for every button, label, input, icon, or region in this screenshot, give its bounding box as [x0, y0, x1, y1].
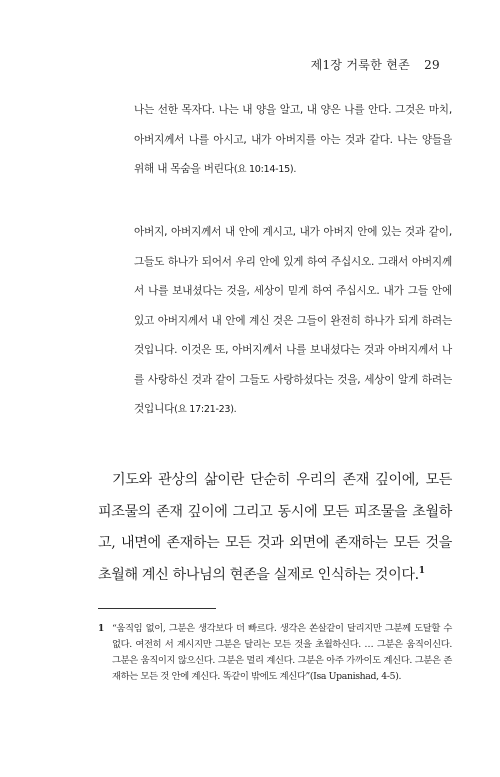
scripture-quote	[134, 96, 452, 185]
running-head	[311, 56, 440, 73]
footnote-text: “움직임 없이, 그분은 생각보다 더 빠르다. 생각은 쏜살같이 달리지만 그분께 도달할 수 없다. 여전히 서 계시지만 그분은 달리는 모든 것을 초월하신다. … 그분은 움직이신다. 그분은 움직이지 않으신다. 그분은 멀리 계신다. 그분은 아주 가까이도 계신다. 그분은 존재하는 모든 것 안에 계신다. 똑같이 밖에도 계신다”(Isa Upanishad, 4-5).	[112, 623, 452, 682]
quote-citation: (요 10:14-15).	[233, 164, 297, 175]
paragraph-text: 기도와 관상의 삶이란 단순히 우리의 존재 깊이에, 모든 피조물의 존재 깊이에 그리고 동시에 모든 피조물을 초월하고, 내면에 존재하는 모든 것과 외면에 존재하는 모든 것을 초월해 계신 하나님의 현존을 실제로 인식하는 것이다.	[98, 472, 452, 583]
scripture-quote	[134, 218, 452, 425]
page-number: 29	[424, 58, 440, 72]
chapter-title: 제1장 거룩한 현존	[310, 58, 410, 72]
footnote-number: 1	[98, 624, 104, 634]
body-paragraph	[98, 465, 452, 591]
quote-text: 아버지, 아버지께서 내 안에 계시고, 내가 아버지 안에 있는 것과 같이, 그들도 하나가 되어서 우리 안에 있게 하여 주십시오. 그래서 아버지께서 나를 보내셨다는 것을, 세상이 믿게 하여 주십시오. 내가 그들 안에 있고 아버지께서 내 안에 계신 것은 그들이 완전히 하나가 되게 하려는 것입니다. 이것은 또, 아버지께서 나를 보내셨다는 것과 아버지께서 나를 사랑하신 것과 같이 그들도 사랑하셨다는 것을, 세상이 알게 하려는 것입니다	[134, 226, 452, 415]
footnote-reference[interactable]: 1	[418, 565, 425, 576]
quote-citation: (요 17:21-23).	[174, 404, 237, 415]
footnote	[98, 621, 452, 685]
quote-text: 나는 선한 목자다. 나는 내 양을 알고, 내 양은 나를 안다. 그것은 마치, 아버지께서 나를 아시고, 내가 아버지를 아는 것과 같다. 나는 양들을 위해 내 목숨을 버린다	[134, 104, 452, 175]
footnote-divider	[98, 608, 216, 609]
